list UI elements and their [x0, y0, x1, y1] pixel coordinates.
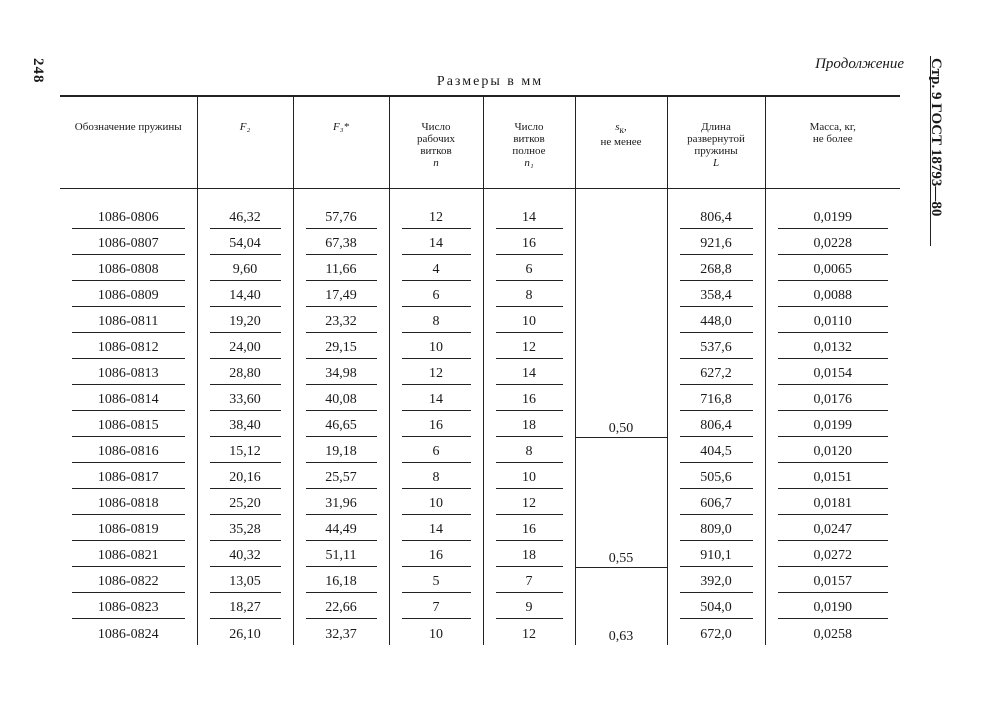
table-row	[60, 359, 900, 385]
f3-cell	[293, 489, 389, 515]
header-sk	[575, 96, 667, 189]
length-cell	[667, 189, 765, 230]
table-row	[60, 515, 900, 541]
total-coils-cell	[483, 189, 575, 230]
table-row	[60, 463, 900, 489]
working-coils-cell	[389, 619, 483, 645]
total-coils-cell-text: 16	[496, 522, 563, 541]
f3-cell-text: 31,96	[306, 496, 377, 515]
mass-cell-text: 0,0132	[778, 340, 889, 359]
f2-cell-text: 40,32	[210, 548, 281, 567]
table-body	[60, 189, 900, 646]
working-coils-cell	[389, 281, 483, 307]
mass-cell	[765, 281, 900, 307]
designation-cell	[60, 359, 197, 385]
header-f2: F₂	[197, 96, 293, 189]
working-coils-cell	[389, 437, 483, 463]
length-cell	[667, 489, 765, 515]
working-coils-cell-text: 12	[402, 210, 471, 229]
mass-cell	[765, 567, 900, 593]
mass-cell	[765, 385, 900, 411]
total-coils-cell-text: 10	[496, 470, 563, 489]
f2-cell	[197, 333, 293, 359]
header-designation: Обозначение пружины	[60, 96, 197, 189]
f3-cell	[293, 229, 389, 255]
f3-cell-text: 17,49	[306, 288, 377, 307]
total-coils-cell	[483, 359, 575, 385]
designation-cell-text: 1086-0809	[72, 288, 185, 307]
f2-cell	[197, 229, 293, 255]
mass-cell-text: 0,0190	[778, 600, 889, 619]
length-cell-text: 672,0	[700, 627, 732, 642]
length-cell-text: 806,4	[680, 210, 753, 229]
designation-cell	[60, 385, 197, 411]
designation-cell-text: 1086-0813	[72, 366, 185, 385]
designation-cell	[60, 463, 197, 489]
working-coils-cell	[389, 385, 483, 411]
working-coils-cell-text: 10	[402, 340, 471, 359]
f3-cell-text: 29,15	[306, 340, 377, 359]
table-row	[60, 255, 900, 281]
total-coils-cell	[483, 385, 575, 411]
f3-cell	[293, 359, 389, 385]
working-coils-cell-text: 14	[402, 236, 471, 255]
mass-cell	[765, 229, 900, 255]
f2-cell-text: 9,60	[210, 262, 281, 281]
table-row	[60, 189, 900, 230]
f3-cell-text: 34,98	[306, 366, 377, 385]
mass-cell	[765, 437, 900, 463]
working-coils-cell-text: 12	[402, 366, 471, 385]
f3-cell-text: 22,66	[306, 600, 377, 619]
designation-cell-text: 1086-0817	[72, 470, 185, 489]
working-coils-cell-text: 16	[402, 418, 471, 437]
f3-cell-text: 46,65	[306, 418, 377, 437]
total-coils-cell	[483, 593, 575, 619]
f3-cell	[293, 437, 389, 463]
designation-cell-text: 1086-0822	[72, 574, 185, 593]
working-coils-cell	[389, 359, 483, 385]
header-length	[667, 96, 765, 189]
f2-cell	[197, 567, 293, 593]
working-coils-cell-text: 7	[402, 600, 471, 619]
f3-cell	[293, 411, 389, 437]
table-row	[60, 619, 900, 645]
total-coils-cell	[483, 515, 575, 541]
table-caption: Размеры в мм	[436, 74, 544, 89]
f3-cell-text: 25,57	[306, 470, 377, 489]
working-coils-cell-text: 8	[402, 314, 471, 333]
f2-cell-text: 14,40	[210, 288, 281, 307]
length-cell	[667, 515, 765, 541]
table-row	[60, 411, 900, 437]
length-cell-text: 627,2	[680, 366, 753, 385]
working-coils-cell-text: 16	[402, 548, 471, 567]
f2-cell-text: 54,04	[210, 236, 281, 255]
designation-cell-text: 1086-0814	[72, 392, 185, 411]
header-mass-l1: Масса, кг,	[809, 121, 856, 133]
length-cell-text: 505,6	[680, 470, 753, 489]
mass-cell-text: 0,0199	[778, 418, 889, 437]
length-cell-text: 448,0	[680, 314, 753, 333]
length-cell	[667, 593, 765, 619]
designation-cell-text: 1086-0808	[72, 262, 185, 281]
table-row	[60, 333, 900, 359]
f3-cell	[293, 307, 389, 333]
mass-cell	[765, 515, 900, 541]
length-cell-text: 537,6	[680, 340, 753, 359]
mass-cell-text: 0,0247	[778, 522, 889, 541]
working-coils-cell	[389, 489, 483, 515]
mass-cell	[765, 541, 900, 567]
f2-cell-text: 38,40	[210, 418, 281, 437]
length-cell-text: 921,6	[680, 236, 753, 255]
spring-dimensions-table	[60, 95, 900, 645]
designation-cell-text: 1086-0807	[72, 236, 185, 255]
mass-cell-text: 0,0199	[778, 210, 889, 229]
total-coils-cell	[483, 229, 575, 255]
f3-cell	[293, 255, 389, 281]
total-coils-cell	[483, 619, 575, 645]
working-coils-cell	[389, 515, 483, 541]
f3-cell-text: 16,18	[306, 574, 377, 593]
mass-cell	[765, 359, 900, 385]
mass-cell	[765, 463, 900, 489]
length-cell	[667, 359, 765, 385]
mass-cell	[765, 489, 900, 515]
total-coils-cell	[483, 437, 575, 463]
f3-cell-text: 51,11	[306, 548, 377, 567]
working-coils-cell	[389, 189, 483, 230]
designation-cell	[60, 411, 197, 437]
header-working-coils-l1: Число	[421, 121, 451, 133]
f2-cell-text: 24,00	[210, 340, 281, 359]
f2-cell-text: 15,12	[210, 444, 281, 463]
total-coils-cell-text: 8	[496, 288, 563, 307]
f2-cell	[197, 385, 293, 411]
length-cell	[667, 437, 765, 463]
f2-cell	[197, 189, 293, 230]
header-mass-l2: не более	[812, 133, 853, 145]
f2-cell	[197, 489, 293, 515]
working-coils-cell-text: 5	[402, 574, 471, 593]
f2-cell	[197, 515, 293, 541]
header-sk-note: не менее	[600, 136, 642, 149]
table-row	[60, 567, 900, 593]
total-coils-cell	[483, 307, 575, 333]
designation-cell	[60, 619, 197, 645]
table-row	[60, 385, 900, 411]
designation-cell	[60, 189, 197, 230]
mass-cell	[765, 593, 900, 619]
designation-cell	[60, 515, 197, 541]
designation-cell	[60, 281, 197, 307]
f3-cell	[293, 463, 389, 489]
length-cell-text: 910,1	[680, 548, 753, 567]
table-header-row	[60, 96, 900, 189]
total-coils-cell	[483, 567, 575, 593]
f3-cell	[293, 281, 389, 307]
length-cell	[667, 229, 765, 255]
header-length-l1: Длина	[701, 121, 731, 133]
table-row	[60, 281, 900, 307]
mass-cell	[765, 189, 900, 230]
mass-cell-text: 0,0110	[778, 314, 889, 333]
mass-cell	[765, 333, 900, 359]
header-length-l3: пружины	[694, 145, 738, 157]
f2-cell	[197, 593, 293, 619]
length-cell-text: 404,5	[680, 444, 753, 463]
total-coils-cell	[483, 281, 575, 307]
header-working-coils-l2: рабочих	[416, 133, 456, 145]
working-coils-cell-text: 14	[402, 392, 471, 411]
table-row	[60, 437, 900, 463]
designation-cell-text: 1086-0824	[97, 627, 159, 642]
f2-cell	[197, 541, 293, 567]
table-row	[60, 489, 900, 515]
mass-cell-text: 0,0272	[778, 548, 889, 567]
f3-cell-text: 11,66	[306, 262, 377, 281]
header-total-coils-symbol: n₁	[524, 157, 534, 169]
f2-cell	[197, 255, 293, 281]
total-coils-cell-text: 14	[496, 210, 563, 229]
f3-cell	[293, 593, 389, 619]
side-header: Стр. 9 ГОСТ 18793—80	[928, 58, 944, 217]
mass-cell-text: 0,0154	[778, 366, 889, 385]
f2-cell	[197, 437, 293, 463]
length-cell	[667, 619, 765, 645]
f3-cell-text: 67,38	[306, 236, 377, 255]
f2-cell-text: 33,60	[210, 392, 281, 411]
f3-cell	[293, 385, 389, 411]
total-coils-cell-text: 9	[496, 600, 563, 619]
f2-cell-text: 35,28	[210, 522, 281, 541]
header-working-coils-symbol: n	[433, 157, 439, 169]
header-mass	[765, 96, 900, 189]
length-cell	[667, 333, 765, 359]
working-coils-cell	[389, 307, 483, 333]
mass-cell	[765, 307, 900, 333]
header-length-symbol: L	[712, 157, 720, 169]
length-cell-text: 716,8	[680, 392, 753, 411]
f2-cell-text: 26,10	[229, 627, 261, 642]
working-coils-cell	[389, 593, 483, 619]
f2-cell-text: 46,32	[210, 210, 281, 229]
total-coils-cell-text: 18	[496, 418, 563, 437]
designation-cell-text: 1086-0819	[72, 522, 185, 541]
length-cell-text: 606,7	[680, 496, 753, 515]
mass-cell	[765, 255, 900, 281]
f2-cell-text: 20,16	[210, 470, 281, 489]
length-cell-text: 392,0	[680, 574, 753, 593]
length-cell-text: 358,4	[680, 288, 753, 307]
mass-cell	[765, 619, 900, 645]
table-row	[60, 229, 900, 255]
mass-cell-text: 0,0228	[778, 236, 889, 255]
mass-cell-text: 0,0157	[778, 574, 889, 593]
working-coils-cell	[389, 541, 483, 567]
working-coils-cell-text: 6	[402, 288, 471, 307]
sk-group-cell: 0,63	[575, 567, 667, 645]
table-row	[60, 307, 900, 333]
page-number: 248	[30, 58, 46, 84]
designation-cell	[60, 489, 197, 515]
table-row	[60, 593, 900, 619]
header-working-coils	[389, 96, 483, 189]
total-coils-cell-text: 12	[522, 627, 536, 642]
total-coils-cell	[483, 489, 575, 515]
mass-cell-text: 0,0258	[813, 627, 852, 642]
length-cell	[667, 411, 765, 437]
f2-cell	[197, 307, 293, 333]
mass-cell-text: 0,0151	[778, 470, 889, 489]
working-coils-cell-text: 6	[402, 444, 471, 463]
designation-cell	[60, 541, 197, 567]
working-coils-cell-text: 10	[402, 496, 471, 515]
f3-cell	[293, 189, 389, 230]
mass-cell-text: 0,0181	[778, 496, 889, 515]
total-coils-cell-text: 16	[496, 392, 563, 411]
f3-cell	[293, 541, 389, 567]
designation-cell-text: 1086-0812	[72, 340, 185, 359]
total-coils-cell	[483, 333, 575, 359]
f2-cell	[197, 463, 293, 489]
header-total-coils-l3: полное	[512, 145, 546, 157]
total-coils-cell-text: 14	[496, 366, 563, 385]
length-cell	[667, 463, 765, 489]
length-cell-text: 504,0	[680, 600, 753, 619]
f3-cell-text: 40,08	[306, 392, 377, 411]
designation-cell	[60, 567, 197, 593]
header-sk-symbol: s	[615, 121, 620, 133]
f2-cell-text: 18,27	[210, 600, 281, 619]
designation-cell-text: 1086-0806	[72, 210, 185, 229]
total-coils-cell-text: 16	[496, 236, 563, 255]
length-cell	[667, 255, 765, 281]
f2-cell	[197, 619, 293, 645]
mass-cell-text: 0,0176	[778, 392, 889, 411]
working-coils-cell-text: 14	[402, 522, 471, 541]
f3-cell	[293, 515, 389, 541]
f3-cell-text: 19,18	[306, 444, 377, 463]
f3-cell	[293, 567, 389, 593]
working-coils-cell-text: 4	[402, 262, 471, 281]
f2-cell-text: 25,20	[210, 496, 281, 515]
designation-cell	[60, 229, 197, 255]
total-coils-cell	[483, 411, 575, 437]
total-coils-cell-text: 8	[496, 444, 563, 463]
f3-cell-text: 32,37	[325, 627, 357, 642]
length-cell-text: 268,8	[680, 262, 753, 281]
length-cell-text: 806,4	[680, 418, 753, 437]
designation-cell	[60, 307, 197, 333]
f2-cell-text: 28,80	[210, 366, 281, 385]
mass-cell	[765, 411, 900, 437]
sk-group-cell: 0,55	[575, 437, 667, 567]
designation-cell	[60, 333, 197, 359]
working-coils-cell	[389, 567, 483, 593]
working-coils-cell-text: 10	[429, 627, 443, 642]
working-coils-cell	[389, 411, 483, 437]
designation-cell	[60, 593, 197, 619]
mass-cell-text: 0,0088	[778, 288, 889, 307]
designation-cell-text: 1086-0823	[72, 600, 185, 619]
header-total-coils	[483, 96, 575, 189]
header-total-coils-l1: Число	[514, 121, 544, 133]
header-working-coils-l3: витков	[420, 145, 452, 157]
f3-cell-text: 57,76	[306, 210, 377, 229]
total-coils-cell-text: 18	[496, 548, 563, 567]
total-coils-cell-text: 10	[496, 314, 563, 333]
f3-cell-text: 23,32	[306, 314, 377, 333]
f2-cell	[197, 359, 293, 385]
header-total-coils-l2: витков	[513, 133, 545, 145]
length-cell-text: 809,0	[680, 522, 753, 541]
header-sk-comma: ,	[623, 121, 627, 133]
length-cell	[667, 541, 765, 567]
total-coils-cell	[483, 255, 575, 281]
designation-cell-text: 1086-0818	[72, 496, 185, 515]
header-sk-subscript: к	[619, 125, 624, 136]
working-coils-cell	[389, 255, 483, 281]
designation-cell-text: 1086-0821	[72, 548, 185, 567]
length-cell	[667, 567, 765, 593]
length-cell	[667, 307, 765, 333]
sk-group-cell: 0,50	[575, 189, 667, 438]
working-coils-cell-text: 8	[402, 470, 471, 489]
designation-cell	[60, 255, 197, 281]
f3-cell-text: 44,49	[306, 522, 377, 541]
working-coils-cell	[389, 229, 483, 255]
f2-cell	[197, 281, 293, 307]
designation-cell-text: 1086-0811	[72, 314, 185, 333]
length-cell	[667, 385, 765, 411]
continuation-label: Продолжение	[815, 56, 904, 72]
total-coils-cell-text: 7	[496, 574, 563, 593]
working-coils-cell	[389, 333, 483, 359]
header-f3: F₃*	[293, 96, 389, 189]
length-cell	[667, 281, 765, 307]
f2-cell-text: 19,20	[210, 314, 281, 333]
f2-cell-text: 13,05	[210, 574, 281, 593]
mass-cell-text: 0,0120	[778, 444, 889, 463]
header-length-l2: развернутой	[687, 133, 745, 145]
working-coils-cell	[389, 463, 483, 489]
total-coils-cell-text: 12	[496, 340, 563, 359]
designation-cell-text: 1086-0816	[72, 444, 185, 463]
f2-cell	[197, 411, 293, 437]
mass-cell-text: 0,0065	[778, 262, 889, 281]
designation-cell	[60, 437, 197, 463]
total-coils-cell	[483, 541, 575, 567]
designation-cell-text: 1086-0815	[72, 418, 185, 437]
table-row	[60, 541, 900, 567]
f3-cell	[293, 333, 389, 359]
total-coils-cell	[483, 463, 575, 489]
total-coils-cell-text: 6	[496, 262, 563, 281]
f3-cell	[293, 619, 389, 645]
total-coils-cell-text: 12	[496, 496, 563, 515]
